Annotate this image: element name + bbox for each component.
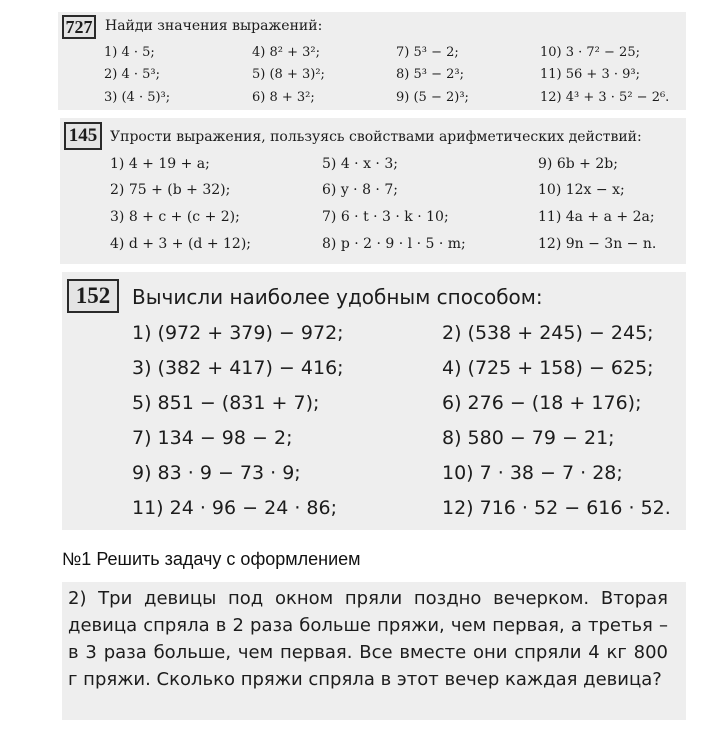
expression-145-6: 6) y · 8 · 7;: [322, 182, 398, 198]
task-block: [62, 582, 686, 720]
exercise-number-145: 145: [64, 122, 102, 150]
expression-727-12: 12) 4³ + 3 · 5² − 2⁶.: [540, 90, 670, 105]
exercise-145: [60, 118, 686, 264]
expression-727-6: 6) 8 + 3²;: [252, 90, 315, 105]
expression-145-1: 1) 4 + 19 + a;: [110, 156, 210, 172]
expression-145-4: 4) d + 3 + (d + 12);: [110, 236, 251, 252]
expression-145-9: 9) 6b + 2b;: [538, 156, 618, 172]
expression-145-12: 12) 9n − 3n − n.: [538, 236, 657, 252]
task-text: 2) Три девицы под окном пряли поздно вечерком. Вторая девица спряла в 2 раза больше пряжи, чем первая, а третья – в 3 раза больше, чем первая. Все вместе они спряли 4 кг 800 г пряжи. Сколько пряжи спряла в этот вечер каждая девица?: [68, 588, 668, 690]
expression-152-2: 2) (538 + 245) − 245;: [442, 322, 654, 344]
expression-727-7: 7) 5³ − 2;: [396, 45, 459, 60]
task-heading: №1 Решить задачу с оформлением: [62, 549, 361, 569]
expression-145-11: 11) 4a + a + 2a;: [538, 209, 655, 225]
expression-727-5: 5) (8 + 3)²;: [252, 67, 325, 82]
exercise-727: [58, 12, 686, 110]
exercise-145-title: Упрости выражения, пользуясь свойствами арифметических действий:: [110, 129, 642, 145]
expression-152-3: 3) (382 + 417) − 416;: [132, 357, 344, 379]
expression-145-7: 7) 6 · t · 3 · k · 10;: [322, 209, 449, 225]
expression-152-7: 7) 134 − 98 − 2;: [132, 427, 293, 449]
expression-152-8: 8) 580 − 79 − 21;: [442, 427, 615, 449]
expression-145-2: 2) 75 + (b + 32);: [110, 182, 231, 198]
expression-152-12: 12) 716 · 52 − 616 · 52.: [442, 497, 671, 519]
expression-152-5: 5) 851 − (831 + 7);: [132, 392, 320, 414]
expression-145-10: 10) 12x − x;: [538, 182, 625, 198]
expression-152-6: 6) 276 − (18 + 176);: [442, 392, 642, 414]
exercise-727-title: Найди значения выражений:: [105, 18, 323, 34]
expression-727-9: 9) (5 − 2)³;: [396, 90, 469, 105]
expression-152-10: 10) 7 · 38 − 7 · 28;: [442, 462, 623, 484]
expression-727-2: 2) 4 · 5³;: [104, 67, 161, 82]
expression-152-4: 4) (725 + 158) − 625;: [442, 357, 654, 379]
exercise-152-title: Вычисли наиболее удобным способом:: [132, 285, 543, 309]
expression-152-1: 1) (972 + 379) − 972;: [132, 322, 344, 344]
expression-727-11: 11) 56 + 3 · 9³;: [540, 67, 640, 82]
expression-727-4: 4) 8² + 3²;: [252, 45, 320, 60]
exercise-152: [62, 272, 686, 530]
expression-145-8: 8) p · 2 · 9 · l · 5 · m;: [322, 236, 466, 252]
expression-152-9: 9) 83 · 9 − 73 · 9;: [132, 462, 301, 484]
expression-145-5: 5) 4 · x · 3;: [322, 156, 398, 172]
exercise-number-152: 152: [67, 279, 119, 313]
expression-727-8: 8) 5³ − 2³;: [396, 67, 464, 82]
expression-727-1: 1) 4 · 5;: [104, 45, 155, 60]
expression-727-10: 10) 3 · 7² − 25;: [540, 45, 640, 60]
expression-727-3: 3) (4 · 5)³;: [104, 90, 171, 105]
expression-145-3: 3) 8 + c + (c + 2);: [110, 209, 240, 225]
exercise-number-727: 727: [62, 15, 96, 39]
expression-152-11: 11) 24 · 96 − 24 · 86;: [132, 497, 337, 519]
